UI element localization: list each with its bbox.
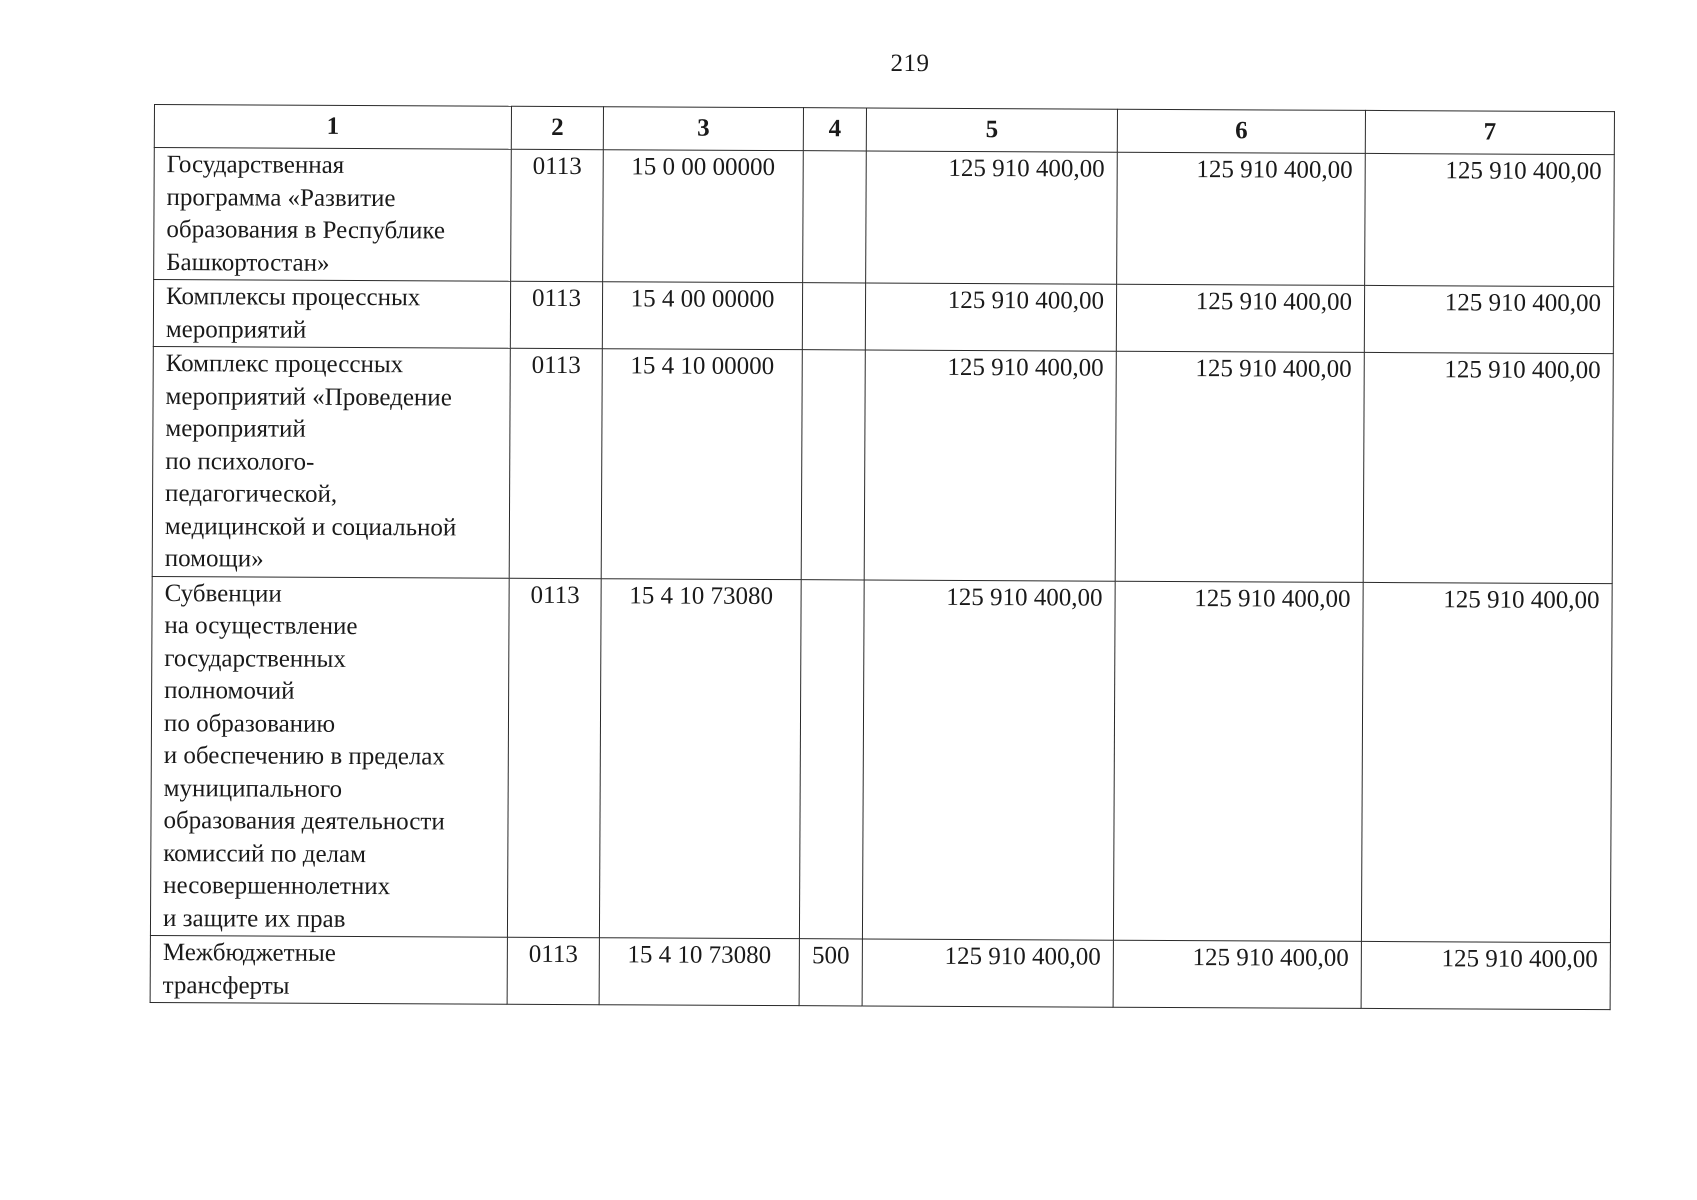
amount-col-6: 125 910 400,00 xyxy=(1116,284,1364,352)
amount-col-5: 125 910 400,00 xyxy=(862,939,1113,1007)
header-cell-3: 3 xyxy=(603,107,803,151)
header-cell-1: 1 xyxy=(154,105,511,150)
expense-type-code xyxy=(799,579,864,939)
header-row xyxy=(154,105,1614,155)
amount-col-6: 125 910 400,00 xyxy=(1113,581,1363,942)
amount-col-5: 125 910 400,00 xyxy=(866,151,1118,284)
section-code: 0113 xyxy=(507,937,599,1004)
section-code: 0113 xyxy=(509,348,602,578)
header-cell-6: 6 xyxy=(1117,109,1365,153)
budget-table xyxy=(150,104,1615,1010)
row-name-cell xyxy=(153,280,510,349)
amount-col-6: 125 910 400,00 xyxy=(1113,940,1361,1008)
document-table-container xyxy=(150,104,1615,1010)
table-row xyxy=(153,280,1613,354)
header-cell-5: 5 xyxy=(866,108,1117,152)
row-name-cell xyxy=(152,346,510,577)
row-name: Субвенции на осуществление государственных полномочий по образованию и обеспечению в пределах муниципального образования деятельности комиссий по делам несовершеннолетних и защите их прав xyxy=(162,579,446,933)
target-code: 15 4 10 00000 xyxy=(601,349,802,579)
header-cell-4: 4 xyxy=(803,108,866,151)
row-name-cell xyxy=(154,148,512,282)
amount-col-5: 125 910 400,00 xyxy=(862,579,1115,940)
amount-col-7: 125 910 400,00 xyxy=(1365,153,1615,286)
amount-col-7: 125 910 400,00 xyxy=(1364,285,1613,353)
section-code: 0113 xyxy=(511,149,604,281)
target-code: 15 0 00 00000 xyxy=(603,150,804,283)
page-number: 219 xyxy=(890,50,930,77)
header-cell-7: 7 xyxy=(1365,110,1614,154)
amount-col-7: 125 910 400,00 xyxy=(1363,352,1613,583)
expense-type-code xyxy=(803,151,867,283)
amount-col-6: 125 910 400,00 xyxy=(1115,351,1364,582)
section-code: 0113 xyxy=(510,281,602,348)
row-name: Государственная программа «Развитие образования в Республике Башкортостан» xyxy=(166,151,446,277)
table-row xyxy=(152,346,1613,583)
amount-col-5: 125 910 400,00 xyxy=(864,350,1116,581)
table-row xyxy=(150,935,1610,1009)
row-name: Комплексы процессных мероприятий xyxy=(165,283,421,344)
amount-col-7: 125 910 400,00 xyxy=(1361,582,1612,943)
expense-type-code xyxy=(802,283,865,350)
row-name: Межбюджетные трансферты xyxy=(162,939,336,1000)
row-name-cell xyxy=(150,935,507,1004)
table-row xyxy=(150,576,1612,943)
row-name: Комплекс процессных мероприятий «Проведение мероприятий по психолого- педагогической, медицинской и социальной помощи» xyxy=(164,350,457,573)
target-code: 15 4 10 73080 xyxy=(599,938,799,1006)
section-code: 0113 xyxy=(507,578,601,938)
amount-col-7: 125 910 400,00 xyxy=(1361,941,1610,1009)
target-code: 15 4 00 00000 xyxy=(602,282,802,350)
amount-col-5: 125 910 400,00 xyxy=(865,283,1116,351)
expense-type-code: 500 xyxy=(799,939,862,1006)
header-cell-2: 2 xyxy=(511,106,603,149)
row-name-cell xyxy=(150,576,509,937)
table-row xyxy=(154,148,1615,287)
expense-type-code xyxy=(801,350,865,580)
amount-col-6: 125 910 400,00 xyxy=(1117,152,1366,285)
target-code: 15 4 10 73080 xyxy=(599,578,801,938)
